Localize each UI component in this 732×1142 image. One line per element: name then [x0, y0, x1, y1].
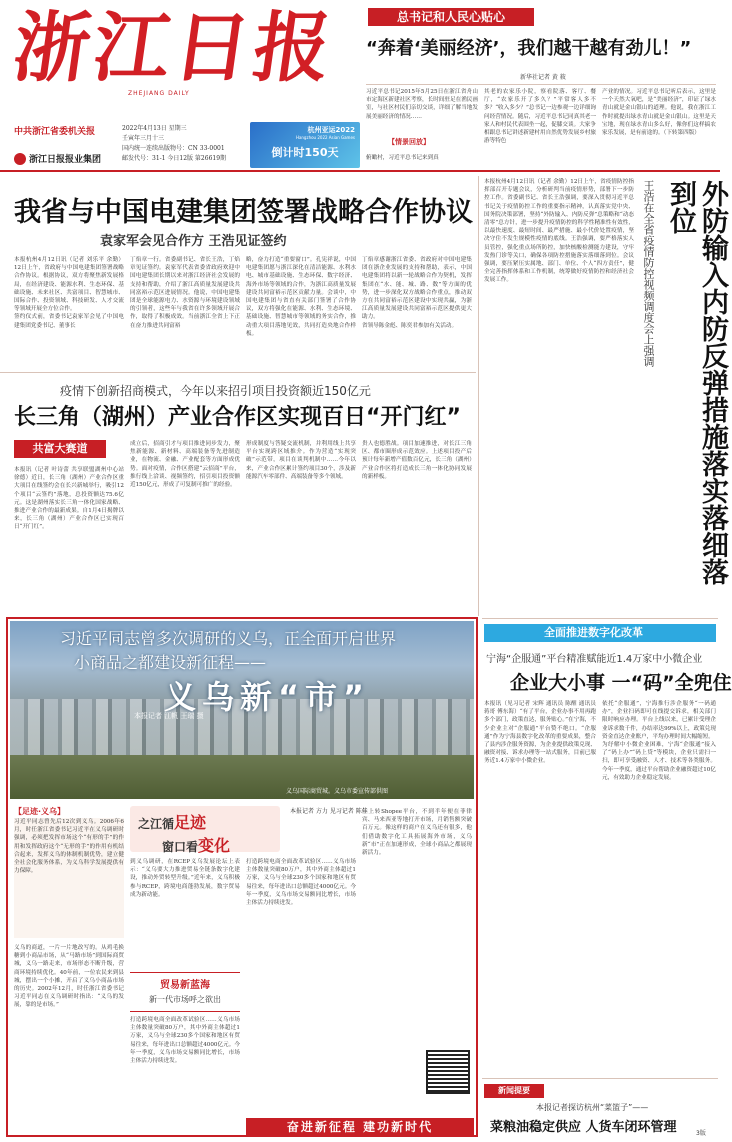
countdown: 倒计时150天 [271, 146, 339, 159]
huzhou-col4: 贵人也德胜战。项目加速推进，对长江三角区、都市圈形成示范效应。上述项目投产后预计每年新增产值数百亿元，长三角（湖州）产业合作区将打造成长三角一体化协同发展的新样板。 [362, 441, 472, 480]
yiwu-headline: 义乌新“市” [164, 678, 371, 716]
section-tag-gongfu: 共富大赛道 [14, 440, 106, 458]
group-name: 浙江日报报业集团 [29, 155, 102, 165]
masthead-logo: 浙江日报 [7, 3, 341, 92]
huzhou-kicker: 疫情下创新招商模式，今年以来招引项目投资额近150亿元 [60, 384, 371, 398]
news-digest-tag: 新闻提要 [484, 1084, 544, 1098]
top-feature-col1: 习近平总书记2015年5月25日在浙江省舟山市定海区新建社区考察，长时间驻足在渔民画室，与社区村民们亲切交谈，详细了解当地发展美丽经济的情况…… [366, 89, 478, 120]
news-headline: 菜粮油稳定供应 人货车闭环管理 [490, 1120, 677, 1135]
yiwu-col-b2: 打造跨境电商全面改革试验区……义乌市场主体数量突破80万户，其中外商主体超过1万家，义乌与全球230多个国家和地区有贸易往来，每年进出口总额超过4000亿元。今年一季度，义乌市场交易额同比增长，市场主体活力持续迸发。 [130, 1017, 240, 1065]
masthead-english: ZHEJIANG DAILY [128, 90, 190, 97]
issue-serial: 国内统一连续出版物号：CN 33-0001 [122, 145, 225, 152]
series-hl2: 变化 [198, 836, 231, 855]
series-line1: 之江循 [138, 817, 175, 831]
covid-vertical-headline: 外防输入内防反弹措施落实落细落到位 [665, 180, 728, 585]
news-page-link[interactable]: 3版 [696, 1130, 706, 1137]
lead-col2: 丁焰章一行。省委副书记、省长王浩，丁焰章见证签约。袁家军代表省委省政府欢迎中国电建集团长期以来对浙江经济社会发展的支持和帮助，介绍了浙江高质量发展建设共同富裕示范区进展情况。他说，中国电建集团是全球能源电力、水资源与环境建设领域的引领者，这些年与我省在许多领域开展合作，取得了积极成效。当前浙江全省上下正在奋力推进共同富裕 [130, 257, 240, 329]
huzhou-col3: 形成制度与答疑交流机制，并利用线上共享平台实现跨区域推介。作为营造“实现突破”示范带，项目在谈判机制中……今年以来，产业合作区累计签约项目30个，涉及新能源汽车零部件、高端装备等多个领域。 [246, 441, 356, 480]
yiwu-footer-banner: 奋进新征程 建功新时代 [246, 1118, 474, 1136]
huzhou-headline: 长三角（湖州）产业合作区实现百日“开门红” [14, 405, 461, 430]
top-feature-kicker: 总书记和人民心贴心 [368, 8, 534, 26]
sub-subhead: 新一代市场呼之欲出 [149, 995, 221, 1004]
digital-col1: 本报讯（见习记者 宋辉 通讯员 陈醒 通讯员 蒋哥 傅东海）“有了平台，企业办事不用再跑多个部门，政策直达，服务贴心。”在宁海，不少企业主对“企服通”平台赞不绝口。“企服通”作为宁海县数字化改革的重要成果，整合了县内涉企服务资源，为企业提供政策兑现、融资对接、诉求办理等一站式服务，目前已服务近1.4万家中小微企业。 [484, 701, 596, 765]
top-feature-col1b: 俯瞰村，习近平总书记来到真 [366, 155, 439, 161]
sub-head: 贸易新蓝海 [160, 980, 210, 991]
footprint-body: 习近平同志曾先后12次到义乌。2006年6月，时任浙江省委书记习近平在义乌调研时强调，必须把发挥市场这个“有形的手”的作用和发挥政府这个“无形的手”的作用有机结合起来，发挥义乌的体制机制优势，建立健全社会化服务体系，为义乌科学发展提供有力保障。 [14, 818, 124, 938]
digital-col2: 依托“企服通”，宁海推行涉企服务“一码通办”，企业扫码即可在线提交诉求，相关部门限时响应办理。平台上线以来，已累计受理企业诉求数千件，办结率达99%以上，政策兑现资金直达企业账户，平均办理时间大幅缩短。 为纾解中小微企业困难，宁海“企服通”接入了“码上办”“码上贷”等模块，企业只需扫一扫，即可享受融资、人才、技术等各类服务。今年一季度，通过平台帮助企业融资超过10亿元，有效助力企业稳定发展。 [602, 701, 716, 781]
digital-tag [484, 624, 716, 642]
lead-col4: 丁焰章感谢浙江省委、省政府对中国电建集团在浙企业发展的支持和帮助，表示，中国电建集团将以新一轮战略合作为契机，发挥集团在“水、能、城、路、数”等方面的优势，进一步深化双方战略合作重点，推动双方在共同富裕示范区建设中实现共赢，为浙江高质量发展建设共同富裕示范区提供更大助力。 省领导陈金彪、陈奕君参加有关活动。 [362, 257, 472, 329]
yiwu-col-d: 年上转Shopee平台，不到半年便在菲律宾、马来西亚等地打开市场，月销售额突破百万元。像这样的商户在义乌还有很多，他们借助数字化工具拓展海外市场，义乌新“市”正在加速形成，全球小商品之都展现新活力。 [362, 809, 472, 857]
footprint-tag: 【足迹·义乌】 [14, 807, 66, 816]
series-line2: 窗口看 [162, 840, 199, 854]
party-org: 中共浙江省委机关报 [14, 127, 96, 137]
issue-info [122, 124, 242, 164]
series-label [130, 806, 280, 855]
digital-kicker: 宁海“企服通”平台精准赋能近1.4万家中小微企业 [486, 654, 703, 665]
news-kicker: 本报记者探访杭州“菜篮子”—— [536, 1103, 649, 1112]
top-feature-col2: 其老的农家乐小院，察看院落、客厅、餐厅，“农家乐开了多久？”平常客人多不多？“收入多少？”总书记一边参观一边详细询问经营情况。随后，习近平总书记同真其老一家人和村民代表围坐一起，促膝交谈。大家争相跟总书记讲述新建村用自然优势发展乡村旅游等特色 [484, 89, 597, 145]
yiwu-col-a: 义乌的商道，一片一片地改写的。从鸡毛换糖到小商品市场，从“马路市场”到国际商贸城，义乌一路走来，市场形态不断升级，营商环境持续优化。40年前，一位农民来到县城，摆出一个小摊，开启了义乌小商品市场的历史。2002年12月，时任浙江省委书记习近平同志在义乌调研时指出：“义乌的发展，靠的是市场。” [14, 945, 124, 1009]
yiwu-col-b: 到义乌调研，在RCEP义乌发展论坛上表示：“义乌要大力推进贸易全链条数字化建设，推动外贸转型升级。”近年来，义乌积极参与RCEP，跨境电商蓬勃发展，数字贸易成为新动能。 [130, 859, 240, 898]
huzhou-col1: 本报讯（记者 叶诗蕾 共享联盟湖州中心站 徐德）近日，长三角（湖州）产业合作区重大项目在线签约会在长兴新城举行，吸引12个项目“云签约”落地，总投资额达75.6亿元。这是湖州落实长三角一体化国家战略、推进产业合作的最新成果。自1月4日揭牌以来，长三角（湖州）产业合作区已实现百日“开门红”。 [14, 467, 124, 531]
asian-games-en: Hangzhou 2022 Asian Games [295, 135, 355, 140]
lead-headline: 我省与中国电建集团签署战略合作协议 [14, 197, 473, 228]
group-logo [14, 152, 101, 165]
yiwu-banner-line2: 小商品之都建设新征程—— [74, 653, 267, 672]
issue-lunar: 壬寅年三月十三 [122, 135, 165, 142]
lead-subhead: 袁家军会见合作方 王浩见证签约 [100, 234, 287, 249]
covid-vertical-kicker: 王浩在全省疫情防控视频调度会上强调 [642, 180, 655, 367]
top-feature-headline: “奔着‘美丽经济’，我们越干越有劲儿！” [366, 38, 692, 59]
asian-games-title: 杭州亚运2022 [307, 126, 355, 134]
issue-date: 2022年4月13日 星期三 [122, 125, 187, 132]
qr-code [426, 1050, 470, 1094]
lead-col1: 本报杭州4月12日讯（记者 刘乐平 余勤）12日上午，省政府与中国电建集团签署战略合作协议。根据协议，双方将聚焦新发展格局，在经济建设、能源水利、生态环保、基础设施、未来社区、共富项目、智慧城市、国际合作、投资领域、科技研发、人才交流等领域开展全方位合作。 签约仪式前，省委书记袁家军会见了中国电建集团党委书记、董事长 [14, 257, 124, 329]
digital-headline: 企业大小事 一“码”全兜住 [510, 672, 732, 694]
covid-body: 本报杭州4月12日讯（记者 余勤）12日上午，省疫情防控指挥部召开专题会议，分析研判当前疫情形势，部署下一步防控工作。省委副书记、省长王浩强调，要深入贯彻习近平总书记关于疫情防控工作的重要指示精神，认真落实党中央、国务院决策部署，坚持“外防输入、内防反弹”总策略和“动态清零”总方针，进一步提升疫情防控的科学性精准性有效性，以最快速度、最短时间、最严措施、最小代价处置疫情，坚决守住不发生规模性疫情的底线。王浩强调，要严格落实人员管控，强化重点场所防控，加快核酸检测能力建设，守牢发热门诊等关口，确保各项防控措施落实落细落到位。会议强调，要压紧压实属地、部门、单位、个人“四方责任”，健全完善指挥体系和工作机制，统筹做好疫情防控和经济社会发展工作。 [484, 179, 634, 284]
yiwu-photo-credit: 本报记者 江帆 王瑞 摄 [134, 712, 204, 720]
digital-tag-label: 全面推进数字化改革 [544, 626, 643, 639]
huzhou-col2: 成立后，招商引才与项目推进同步发力，聚焦新能源、新材料、高端装备等先进制造业，在物流、金融、产业配套等方面形成优势。面对疫情，合作区搭建“云招商”平台，推行线上洽谈、视频签约，招引项目投资额近150亿元，形成了可复制可推广的经验。 [130, 441, 240, 489]
yiwu-photo-caption: 义乌国际商贸城。义乌市委宣传部供图 [286, 788, 389, 795]
lead-col3: 略，奋力打造“重要窗口”。孔宪祥说，中国电建集团愿与浙江深化在清洁能源、水利水电、城市基础设施、生态环保、数字经济、海外市场等领域的合作，为浙江高质量发展建设共同富裕示范区贡献力量。会谈中，中国电建集团与省直有关部门签署了合作协议，双方将强化在能源、水利、生态环境、基础设施、智慧城市等领域的务实合作，推动重大项目落地见效，共同打造央地合作样板。 [246, 257, 356, 337]
top-feature-byline: 新华社记者 黄 筱 [520, 74, 566, 81]
asian-games-logo [250, 122, 360, 168]
group-emblem-icon [14, 153, 26, 165]
yiwu-byline: 本报记者 方力 见习记者 陈佳 [290, 808, 368, 815]
yiwu-banner-line1: 习近平同志曾多次调研的义乌，正全面开启世界 [60, 629, 397, 648]
top-feature-tag: 【情景回放】 [388, 138, 430, 146]
top-feature-col3: 产业的情况。习近平总书记听后表示，这里是一个天然大氧吧，是“美丽经济”，印证了绿水青山就是金山银山的道理。他说，我在浙江工作时就提出绿水青山就是金山银山。这里是天宝地，现在绿水青山多么好，像你们这样搞农家乐发展，是有前途的。（下转第四版） [602, 89, 716, 137]
yiwu-col-c: 打造跨境电商全面改革试验区……义乌市场主体数量突破80万户，其中外商主体超过1万家，义乌与全球230多个国家和地区有贸易往来，每年进出口总额超过4000亿元。今年一季度，义乌市场交易额同比增长，市场主体活力持续迸发。 [246, 859, 356, 907]
series-hl1: 足迹 [174, 813, 207, 832]
sub-head-frame [130, 972, 240, 1012]
issue-post: 邮发代号：31-1 今日12版 第26619期 [122, 155, 227, 162]
